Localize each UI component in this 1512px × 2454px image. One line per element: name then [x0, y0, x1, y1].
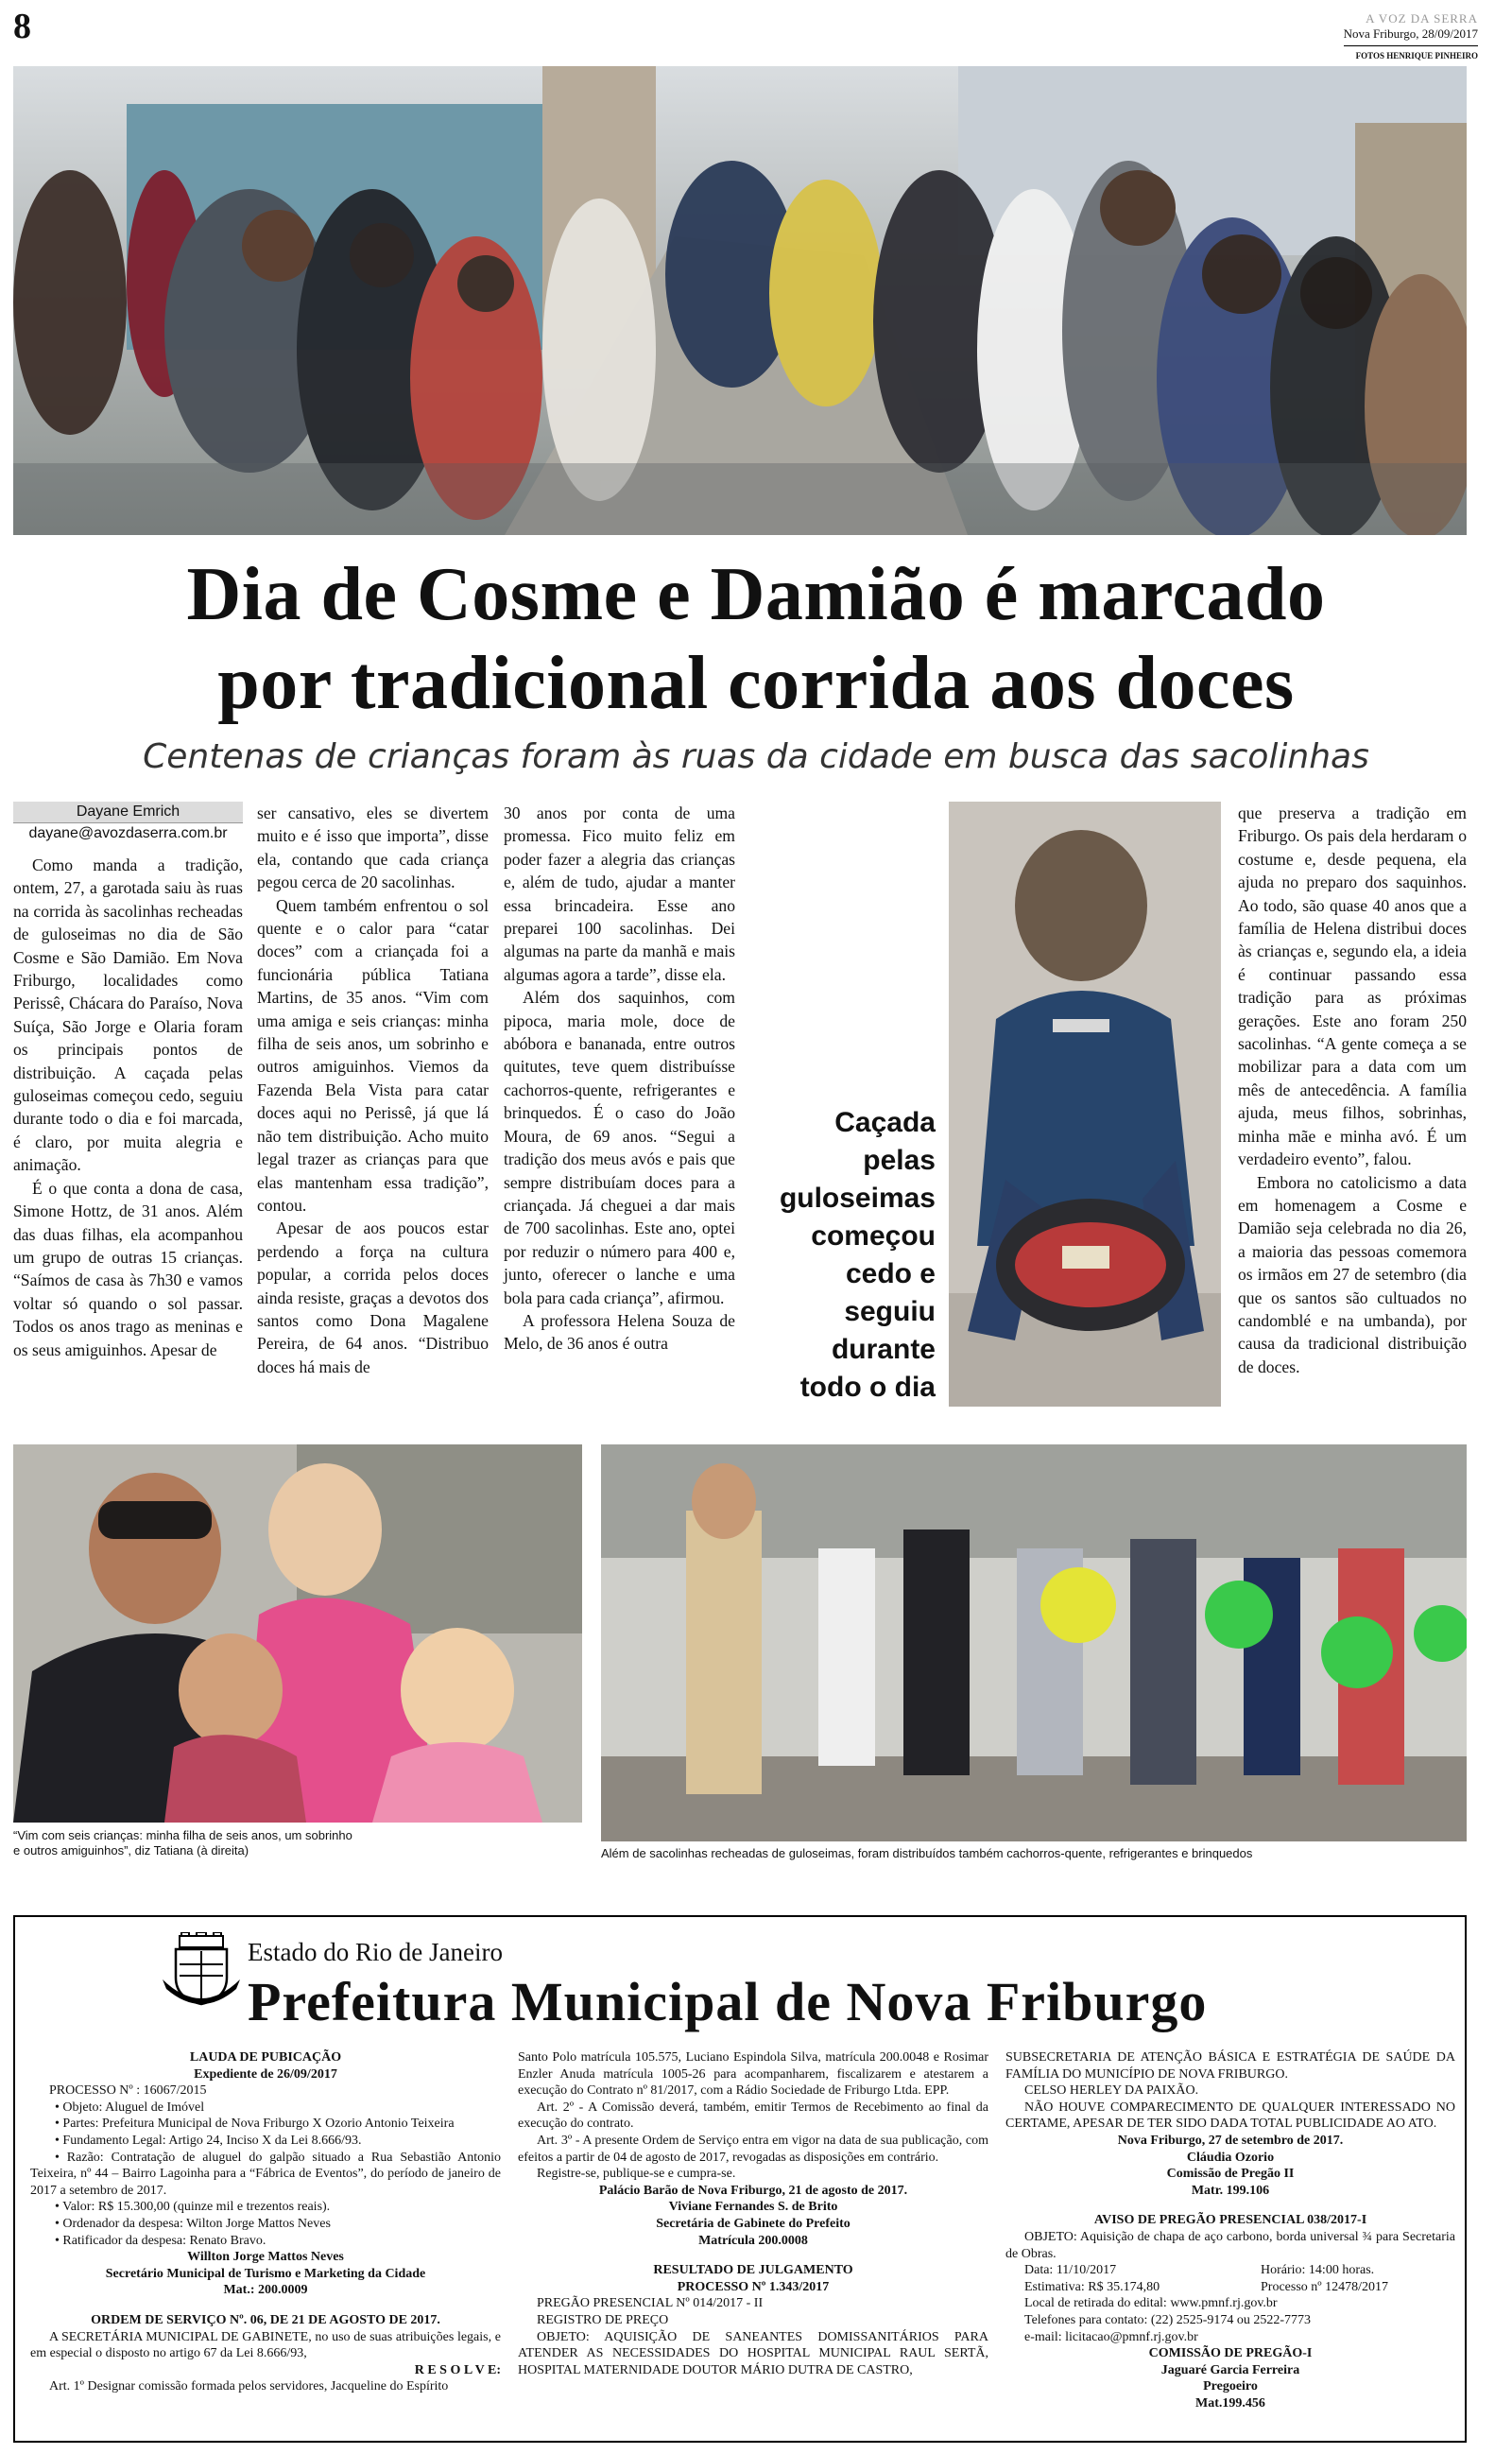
caption-left-line-1: “Vim com seis crianças: minha filha de seis anos, um sobrinho [13, 1828, 352, 1842]
notice-line: Art. 1º Designar comissão formada pelos servidores, Jacqueline do Espírito [49, 2379, 449, 2394]
photo-child-with-bag [949, 802, 1221, 1407]
notice-line: PROCESSO Nº : 16067/2015 [49, 2083, 207, 2099]
paragraph: 30 anos por conta de uma promessa. Fico muito feliz em poder fazer a alegria das crianças e, além de tudo, ajudar a manter essa brincadeira. Esse ano preparei 100 sacolinhas. Dei algumas na parte da manhã e mais algumas agora a tarde”, disse ela. [504, 804, 735, 984]
notice-line: Local de retirada do edital: www.pmnf.rj.gov.br [1024, 2296, 1278, 2311]
masthead-rule [1344, 45, 1478, 46]
main-photo-crowd [13, 66, 1467, 535]
signature-role: Secretário Municipal de Turismo e Marketing da Cidade [105, 2266, 426, 2281]
notice-line: • Valor: R$ 15.300,00 (quinze mil e trezentos reais). [55, 2200, 331, 2215]
pull-quote-line: cedo e [845, 1258, 936, 1289]
article-headline [0, 550, 1512, 728]
notice-line: Telefones para contato: (22) 2525-9174 ou 2522-7773 [1024, 2312, 1312, 2327]
notice-line: A SECRETÁRIA MUNICIPAL DE GABINETE, no uso de suas atribuições legais, e em especial o disposto no artigo 67 da Lei 8.666/93, [30, 2329, 501, 2361]
paragraph: ser cansativo, eles se divertem muito e é isso que importa”, disse ela, contando que cada criança pegou cerca de 20 sacolinhas. [257, 804, 489, 892]
auction-heading: AVISO DE PREGÃO PRESENCIAL 038/2017-I [1093, 2213, 1367, 2228]
prefeitura-title: Prefeitura Municipal de Nova Friburgo [248, 1971, 1208, 2032]
notice-line: Art. 2º - A Comissão deverá, também, emitir Termos de Recebimento ao final da execução do contrato. [518, 2100, 988, 2132]
resolve-heading: R E S O L V E: [414, 2362, 501, 2377]
auction-process: Processo nº 12478/2017 [1261, 2279, 1389, 2294]
photo-credit: FOTOS HENRIQUE PINHEIRO [1355, 51, 1478, 60]
street-photo-graphic [601, 1444, 1467, 1841]
newspaper-brand: A VOZ DA SERRA [1366, 11, 1478, 26]
pull-quote-line: guloseimas [779, 1183, 936, 1214]
notice-line: NÃO HOUVE COMPARECIMENTO DE QUALQUER INTERESSADO NO CERTAME, APESAR DE TER SIDO DADA TOTAL PUBLICIDADE AO ATO. [1005, 2100, 1455, 2132]
notice-line: • Fundamento Legal: Artigo 24, Inciso X da Lei 8.666/93. [55, 2133, 362, 2148]
auction-estimate: Estimativa: R$ 35.174,80 [1024, 2279, 1160, 2294]
column-1-text [13, 854, 243, 1361]
notice-line: REGISTRO DE PREÇO [537, 2312, 669, 2327]
signature-name: Viviane Fernandes S. de Brito [668, 2200, 838, 2215]
signature-registration: Matrícula 200.0008 [698, 2233, 808, 2248]
headline-line-2: por tradicional corrida aos doces [217, 642, 1295, 725]
pull-quote-line: durante [831, 1334, 936, 1365]
signature-role: Secretária de Gabinete do Prefeito [656, 2216, 850, 2231]
signature-registration: Mat.199.456 [1195, 2395, 1265, 2411]
caption-left [13, 1828, 582, 1858]
notice-date: Nova Friburgo, 27 de setembro de 2017. [1117, 2133, 1344, 2148]
notice-heading: LAUDA DE PUBICAÇÃO [189, 2050, 342, 2065]
caption-right: Além de sacolinhas recheadas de guloseimas, foram distribuídos também cachorros-quente, refrigerantes e brinquedos [601, 1846, 1253, 1860]
pull-quote [747, 1104, 936, 1407]
notice-line: e-mail: licitacao@pmnf.rj.gov.br [1024, 2329, 1198, 2344]
notice-column-2 [518, 2049, 988, 2378]
pull-quote-line: seguiu [844, 1296, 936, 1327]
notice-column-3 [1005, 2049, 1455, 2411]
judgment-process: PROCESSO Nº 1.343/2017 [677, 2279, 830, 2294]
article-column-5 [1238, 802, 1467, 1378]
signature-role: Comissão de Pregão II [1166, 2167, 1295, 2182]
commission-heading: COMISSÃO DE PREGÃO-I [1148, 2346, 1313, 2361]
notice-line: • Razão: Contratação de aluguel do galpão situado a Rua Sebastião Antonio Teixeira, nº 44 – Bairro Lagoinha para a “Fábrica de Eventos”, do período de janeiro de 2017 a setembro de 2017. [30, 2150, 501, 2198]
notice-line: SUBSECRETARIA DE ATENÇÃO BÁSICA E ESTRATÉGIA DE SAÚDE DA FAMÍLIA DO MUNICÍPIO DE NOVA FRIBURGO. [1005, 2050, 1455, 2082]
notice-line: OBJETO: Aquisição de chapa de aço carbono, borda universal ¾ para Secretaria de Obras. [1005, 2229, 1455, 2261]
signature-name: Willton Jorge Mattos Neves [187, 2250, 344, 2265]
article-column-3 [504, 802, 735, 1356]
paragraph: Apesar de aos poucos estar perdendo a força na cultura popular, a corrida pelos doces ainda resiste, graças a devotos dos santos como Dona Magalene Pereira, de 64 anos. “Distribuo doces há mais de [257, 1218, 489, 1376]
paragraph: Embora no catolicismo a data em homenagem a Cosme e Damião seja celebrada no dia 26, a maioria das pessoas comemora os irmãos em 27 de setembro (dia que os santos são cultuados no candomblé e na umbanda), por causa da tradicional distribuição de doces. [1238, 1172, 1467, 1376]
paragraph: É o que conta a dona de casa, Simone Hottz, de 31 anos. Além das duas filhas, ela acompanhou um grupo de outras 15 crianças. “Saímos de casa às 7h30 e vamos voltar só quando o sol passar. Todos os anos trago as meninas e os seus amiguinhos. Apesar de [13, 1178, 243, 1359]
paragraph: A professora Helena Souza de Melo, de 36 anos é outra [504, 1310, 735, 1354]
notice-line: • Partes: Prefeitura Municipal de Nova Friburgo X Ozorio Antonio Teixeira [55, 2117, 455, 2132]
legal-notice-box [13, 1915, 1467, 2443]
notice-line: Santo Polo matrícula 105.575, Luciano Espindola Silva, matrícula 200.0048 e Rosimar Enzler Anuda matrícula 1005-26 para acompanharem, fiscalizarem e atestarem a execução do Contrato nº 81/2017, com a Rádio Sociedade de Friburgo Ltda. EPP. [518, 2050, 988, 2099]
notice-line: Registre-se, publique-se e cumpra-se. [537, 2167, 736, 2182]
crowd-photo-graphic [13, 66, 1467, 535]
state-name: Estado do Rio de Janeiro [248, 1938, 503, 1966]
photo-mother-and-children [13, 1444, 582, 1823]
paragraph: Além dos saquinhos, com pipoca, maria mole, doce de abóbora e bananada, entre outros quitutes, teve quem distribuísse cachorros-quente, refrigerantes e brinquedos. É o caso do João Moura, de 69 anos. “Segui a tradição dos meus avós e pais que sempre distribuíam doces para a criançada. Já cheguei a dar mais de 700 sacolinhas. Este ano, optei por reduzir o número para 400 e, junto, oferecer o lanche e uma bola para cada criança”, afirmou. [504, 988, 735, 1307]
notice-line: PREGÃO PRESENCIAL Nº 014/2017 - II [537, 2296, 764, 2311]
paragraph: Como manda a tradição, ontem, 27, a garotada saiu às ruas na corrida às sacolinhas recheadas de guloseimas no dia de São Cosme e São Damião. Em Nova Friburgo, localidades como Perissê, Chácara do Paraíso, Nova Suíça, São Jorge e Olaria foram os principais pontos de distribuição. A caçada pelas guloseimas começou cedo, seguiu durante todo o dia e foi marcada, é claro, por muita alegria e animação. [13, 855, 243, 1175]
notice-date-time-row [1005, 2262, 1455, 2279]
signature-name: Cláudia Ozorio [1186, 2150, 1275, 2165]
pull-quote-line: começou [811, 1220, 936, 1252]
notice-line: Art. 3º - A presente Ordem de Serviço entra em vigor na data de sua publicação, com efeitos a partir de 04 de agosto de 2017, revogadas as disposições em contrário. [518, 2133, 988, 2165]
pull-quote-line: Caçada [834, 1107, 936, 1138]
headline-line-1: Dia de Cosme e Damião é marcado [186, 553, 1326, 636]
article-subheadline: Centenas de crianças foram às ruas da cidade em busca das sacolinhas [143, 737, 1369, 776]
page-number: 8 [13, 7, 31, 46]
signature-name: Jaguaré Garcia Ferreira [1160, 2362, 1300, 2377]
notice-column-1 [30, 2049, 501, 2395]
pull-quote-line: todo o dia [799, 1372, 936, 1403]
service-order-heading: ORDEM DE SERVIÇO Nº. 06, DE 21 DE AGOSTO DE 2017. [91, 2312, 440, 2327]
notice-line: CELSO HERLEY DA PAIXÃO. [1024, 2083, 1199, 2099]
notice-line: • Ratificador da despesa: Renato Bravo. [55, 2233, 266, 2248]
notice-estimate-row [1005, 2279, 1455, 2296]
notice-line: • Ordenador da despesa: Wilton Jorge Mattos Neves [55, 2216, 331, 2231]
signature-role: Pregoeiro [1203, 2379, 1258, 2394]
masthead [1344, 11, 1478, 63]
photo-street-distribution [601, 1444, 1467, 1841]
paragraph: que preserva a tradição em Friburgo. Os pais dela herdaram o costume e, desde pequena, ela ajuda no preparo dos saquinhos. Ao todo, são quase 40 anos que a família de Helena distribui doces às crianças e, segundo ela, a ideia é continuar passando essa tradição para as próximas gerações. Este ano foram 250 sacolinhas. “A gente começa a se mobilizar para a data com um mês de antecedência. A família ajuda, meus filhos, sobrinhas, minha mãe e minha avó. É um verdadeiro evento”, falou. [1238, 804, 1467, 1169]
auction-time: Horário: 14:00 horas. [1261, 2263, 1375, 2278]
family-photo-graphic [13, 1444, 582, 1823]
author-name: Dayane Emrich [13, 802, 243, 822]
child-photo-graphic [949, 802, 1221, 1407]
notice-line: OBJETO: AQUISIÇÃO DE SANEANTES DOMISSANITÁRIOS PARA ATENDER AS NECESSIDADES DO HOSPITAL MUNICIPAL RAUL SERTÃ, HOSPITAL MATERNIDADE DOUTOR MÁRIO DUTRA DE CASTRO, [518, 2329, 988, 2377]
signature-registration: Matr. 199.106 [1191, 2183, 1270, 2198]
article-column-2 [257, 802, 489, 1378]
edition-date: Nova Friburgo, 28/09/2017 [1343, 26, 1478, 41]
auction-date: Data: 11/10/2017 [1024, 2263, 1117, 2278]
caption-left-line-2: e outros amiguinhos”, diz Tatiana (à direita) [13, 1843, 249, 1858]
judgment-heading: RESULTADO DE JULGAMENTO [653, 2263, 853, 2278]
palace-date: Palácio Barão de Nova Friburgo, 21 de agosto de 2017. [598, 2183, 908, 2198]
paragraph: Quem também enfrentou o sol quente e o calor para “catar doces” com a criançada foi a funcionária pública Tatiana Martins, de 35 anos. “Vim com uma amiga e seis crianças: minha filha de seis anos, um sobrinho e outros amiguinhos. Viemos da Fazenda Bela Vista para catar doces aqui no Perissê, já que lá não tem distribuição. Acho muito legal trazer as crianças para que elas mantenham essa tradição”, contou. [257, 895, 489, 1215]
city-coat-of-arms-icon [161, 1932, 242, 2008]
signature-registration: Mat.: 200.0009 [223, 2283, 308, 2298]
pull-quote-line: pelas [863, 1145, 936, 1176]
notice-line: • Objeto: Aluguel de Imóvel [55, 2100, 205, 2115]
article-column-1 [13, 802, 243, 1361]
author-email: dayane@avozdaserra.com.br [28, 825, 228, 841]
byline [13, 802, 243, 844]
notice-subheading: Expediente de 26/09/2017 [194, 2066, 337, 2082]
